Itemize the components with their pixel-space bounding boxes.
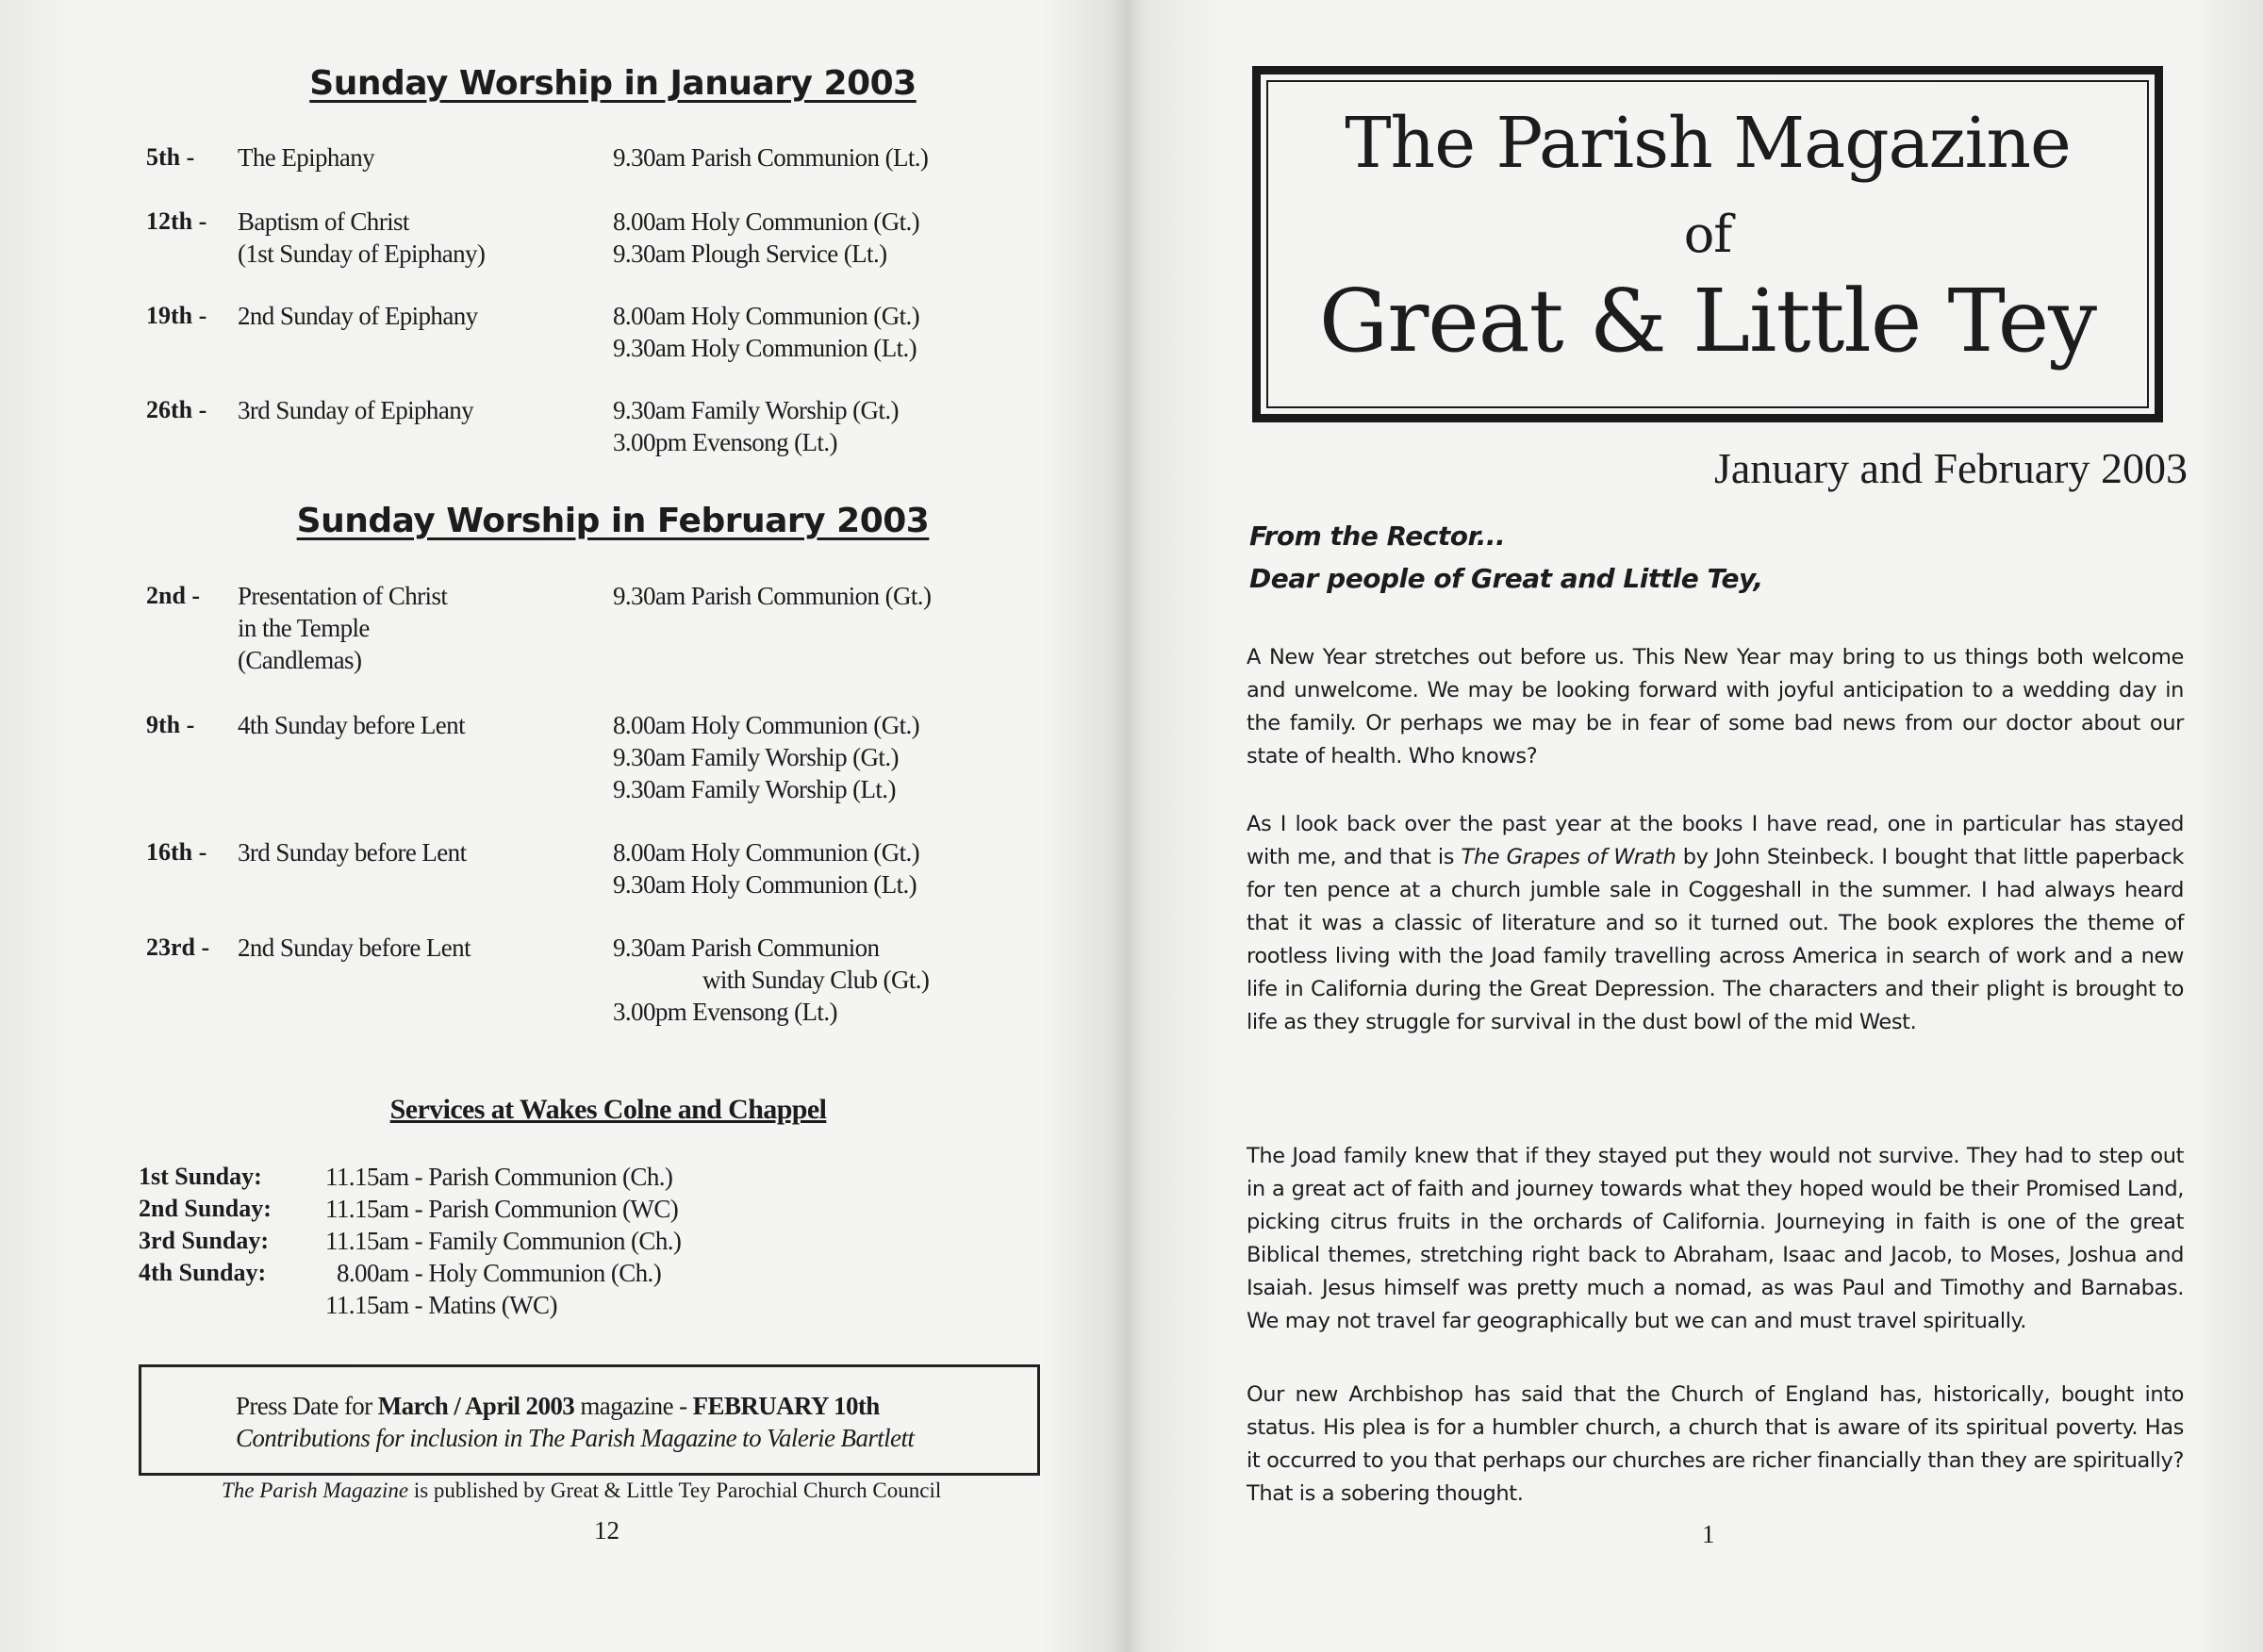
issue-date: January and February 2003	[1713, 444, 2188, 492]
paragraph-2-text: by John Steinbeck. I bought that little paperback for ten pence at a church jumble sale in Coggeshall in the summer. I had always heard that it was a classic of literature and so it turned out. The book explores the theme of rootless living with the Joad family travelling across America in search of work and a new life in California during the Great Depression. The characters and their plight is brought to life as they struggle for survival in the dust bowl of the mid West.	[1247, 845, 2184, 1034]
schedule-event: 3rd Sunday before Lent	[238, 838, 467, 867]
from-rector: From the Rector...	[1249, 520, 1506, 552]
schedule-service: 8.00am Holy Communion (Gt.)	[613, 838, 920, 867]
schedule-event: 4th Sunday before Lent	[238, 711, 465, 739]
press-date-line	[236, 1392, 880, 1421]
title-of: of	[1683, 205, 1732, 264]
wc-service: 11.15am - Matins (WC)	[325, 1291, 557, 1319]
wc-sunday-label: 2nd Sunday:	[139, 1195, 272, 1222]
wc-sunday-label: 4th Sunday:	[139, 1259, 267, 1286]
page-number-right: 1	[1702, 1520, 1715, 1548]
contributions-line: Contributions for inclusion in The Parish Magazine to Valerie Bartlett	[236, 1424, 915, 1452]
schedule-service: 3.00pm Evensong (Lt.)	[613, 998, 837, 1026]
schedule-event: 2nd Sunday before Lent	[238, 933, 471, 962]
paragraph-2	[1247, 808, 2184, 1039]
schedule-service: 3.00pm Evensong (Lt.)	[613, 428, 837, 456]
schedule-event: 2nd Sunday of Epiphany	[238, 302, 478, 330]
greeting: Dear people of Great and Little Tey,	[1249, 563, 1763, 594]
publisher-rest: is published by Great & Little Tey Parochial Church Council	[408, 1479, 942, 1502]
page-number-left: 12	[594, 1516, 619, 1545]
schedule-date: 2nd -	[146, 582, 201, 609]
paragraph-1: A New Year stretches out before us. This New Year may bring to us things both welcome and unwelcome. We may be looking forward with joyful anticipation to a wedding day in the family. Or perhaps we may be in fear of some bad news from our doctor about our state of health. Who knows?	[1247, 645, 2184, 768]
book-title: The Grapes of Wrath	[1461, 845, 1677, 869]
publisher-magazine: The Parish Magazine	[222, 1479, 409, 1502]
schedule-event: Presentation of Christ	[238, 582, 448, 610]
parish-name: Great & Little Tey	[1318, 271, 2097, 372]
magazine-title: The Parish Magazine	[1345, 103, 2071, 184]
schedule-service: 8.00am Holy Communion (Gt.)	[613, 302, 920, 330]
wc-service: 11.15am - Parish Communion (WC)	[325, 1195, 679, 1223]
schedule-service: 9.30am Plough Service (Lt.)	[613, 240, 887, 268]
schedule-service: 9.30am Holy Communion (Lt.)	[613, 870, 917, 899]
wakes-colne-heading: Services at Wakes Colne and Chappel	[389, 1094, 827, 1125]
schedule-service: 8.00am Holy Communion (Gt.)	[613, 711, 920, 739]
wc-service: 8.00am - Holy Communion (Ch.)	[337, 1259, 662, 1287]
schedule-event: in the Temple	[238, 614, 370, 642]
schedule-service: 9.30am Parish Communion	[613, 933, 880, 962]
schedule-date: 26th -	[146, 396, 207, 423]
title-box	[1252, 66, 2163, 422]
schedule-service: 9.30am Family Worship (Gt.)	[613, 396, 899, 424]
schedule-date: 9th -	[146, 711, 195, 738]
schedule-service: 9.30am Parish Communion (Lt.)	[613, 143, 929, 172]
schedule-event: Baptism of Christ	[238, 207, 409, 236]
schedule-service: with Sunday Club (Gt.)	[702, 966, 930, 994]
press-text: Press Date for	[236, 1392, 378, 1420]
wc-sunday-label: 1st Sunday:	[139, 1163, 262, 1190]
schedule-event: (Candlemas)	[238, 646, 362, 674]
schedule-date: 12th -	[146, 207, 207, 235]
wc-service: 11.15am - Parish Communion (Ch.)	[325, 1163, 673, 1191]
schedule-event: The Epiphany	[238, 143, 375, 172]
publisher-line	[222, 1479, 941, 1503]
press-issue: March / April 2003	[377, 1392, 575, 1420]
schedule-service: 9.30am Family Worship (Gt.)	[613, 743, 899, 771]
february-heading: Sunday Worship in February 2003	[296, 502, 930, 540]
schedule-service: 9.30am Holy Communion (Lt.)	[613, 334, 917, 362]
schedule-event: (1st Sunday of Epiphany)	[238, 240, 486, 268]
press-date-box	[139, 1364, 1040, 1476]
press-text: magazine -	[574, 1392, 693, 1420]
wc-sunday-label: 3rd Sunday:	[139, 1227, 269, 1254]
schedule-date: 16th -	[146, 838, 207, 866]
schedule-service: 9.30am Parish Communion (Gt.)	[613, 582, 932, 610]
schedule-service: 9.30am Family Worship (Lt.)	[613, 775, 896, 803]
press-deadline: FEBRUARY 10th	[692, 1392, 880, 1420]
january-heading: Sunday Worship in January 2003	[309, 64, 917, 103]
paragraph-3: The Joad family knew that if they stayed put they would not survive. They had to step out in a great act of faith and journey towards what they hoped would be their Promised Land, picking citrus fruits in the orchards of California. Journeying in faith is one of the great Biblical themes, stretching right back to Abraham, Isaac and Jacob, to Moses, Joshua and Isaiah. Jesus himself was pretty much a nomad, as was Paul and Timothy and Barnabas. We may not travel far geographically but we can and must travel spiritually.	[1247, 1144, 2184, 1333]
paragraph-4: Our new Archbishop has said that the Church of England has, historically, bought into status. His plea is for a humbler church, a church that is aware of its spiritual poverty. Has it occurred to you that perhaps our churches are richer financially than they are spiritually? That is a sobering thought.	[1247, 1382, 2184, 1506]
schedule-service: 8.00am Holy Communion (Gt.)	[613, 207, 920, 236]
paragraph-2-text: As I look back over the past year at the books I have read, one in particular has stayed with me, and that is	[1247, 812, 2184, 869]
schedule-date: 23rd -	[146, 933, 210, 961]
schedule-event: 3rd Sunday of Epiphany	[238, 396, 474, 424]
schedule-date: 19th -	[146, 302, 207, 329]
wc-service: 11.15am - Family Communion (Ch.)	[325, 1227, 682, 1255]
schedule-date: 5th -	[146, 143, 195, 171]
